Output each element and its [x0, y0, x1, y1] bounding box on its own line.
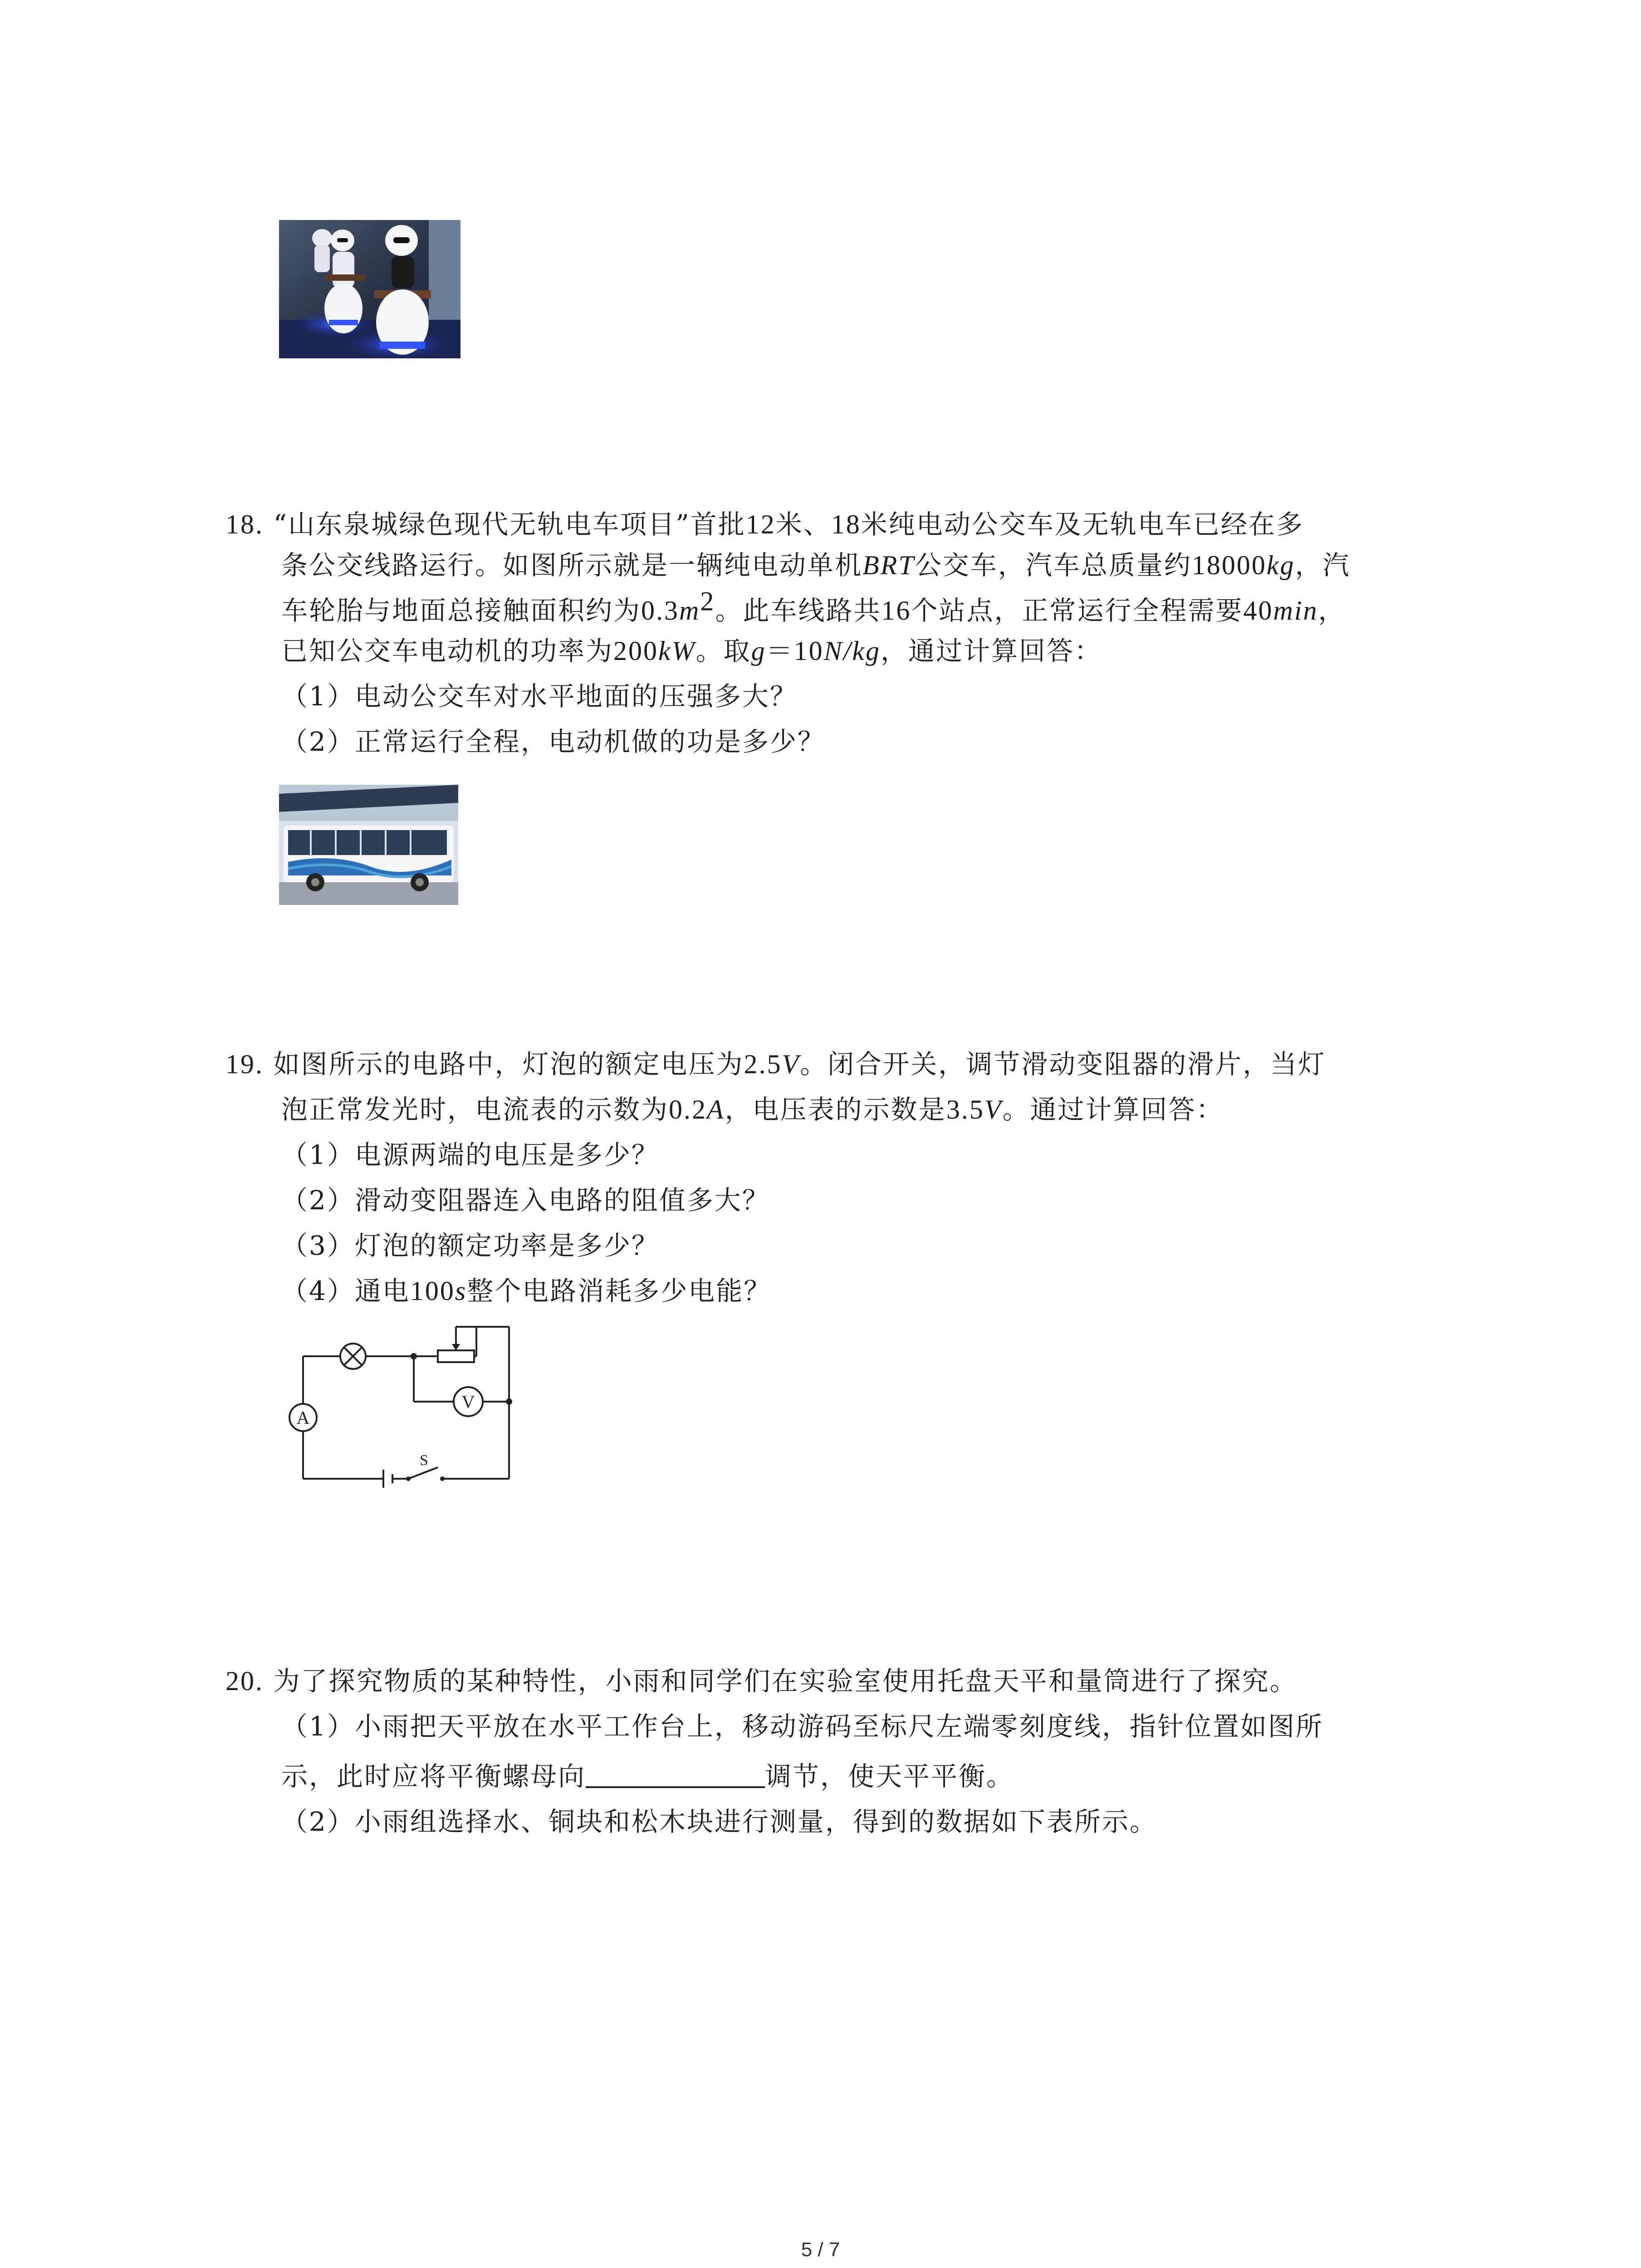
q19-number: 19.	[225, 1049, 264, 1079]
svg-text:A: A	[296, 1408, 310, 1428]
answer-blank[interactable]	[586, 1761, 765, 1788]
battery-icon	[383, 1470, 392, 1488]
q18-sub-2: （2）正常运行全程，电动机做的功是多少？	[281, 726, 825, 757]
svg-text:V: V	[461, 1392, 475, 1412]
q18-line-4: 已知公交车电动机的功率为200kW。取g＝10N/kg，通过计算回答：	[281, 635, 1102, 666]
q20-line-2: （1）小雨把天平放在水平工作台上，移动游码至标尺左端零刻度线，指针位置如图所	[281, 1711, 1323, 1742]
q19-sub-1: （1）电源两端的电压是多少？	[281, 1139, 659, 1170]
q18-line-2: 条公交线路运行。如图所示就是一辆纯电动单机BRT公交车，汽车总质量约18000kg，汽	[281, 550, 1351, 581]
q18-sub-1: （1）电动公交车对水平地面的压强多大？	[281, 681, 798, 712]
robot-waiters-photo	[279, 220, 460, 358]
electric-bus-photo	[279, 785, 458, 905]
q20-line-4: （2）小雨组选择水、铜块和松木块进行测量，得到的数据如下表所示。	[281, 1806, 1157, 1837]
q19-line-1: 19. 如图所示的电路中，灯泡的额定电压为2.5V。闭合开关，调节滑动变阻器的滑片，当灯	[225, 1049, 1326, 1080]
q18-line-1: 18. “山东泉城绿色现代无轨电车项目”首批12米、18米纯电动公交车及无轨电车已经在多	[225, 509, 1304, 540]
q19-line-2: 泡正常发光时，电流表的示数为0.2A，电压表的示数是3.5V。通过计算回答：	[281, 1094, 1224, 1125]
q19-sub-3: （3）灯泡的额定功率是多少？	[281, 1230, 659, 1261]
switch-icon	[406, 1452, 445, 1481]
q19-sub-2: （2）滑动变阻器连入电路的阻值多大？	[281, 1185, 770, 1216]
lamp-icon	[340, 1344, 366, 1369]
q20-number: 20.	[225, 1666, 264, 1696]
voltmeter-icon	[454, 1387, 483, 1416]
circuit-diagram	[281, 1318, 517, 1490]
q20-line-1: 20. 为了探究物质的某种特性，小雨和同学们在实验室使用托盘天平和量筒进行了探究。	[225, 1666, 1298, 1696]
ammeter-icon	[289, 1404, 317, 1431]
page-number: 5 / 7	[801, 2239, 840, 2261]
svg-text:S: S	[420, 1452, 428, 1469]
q18-line-3: 车轮胎与地面总接触面积约为$0.3m^2$。此车线路共16个站点，正常运行全程需要40min，	[281, 586, 1346, 626]
q19-sub-4: （4）通电100s整个电路消耗多少电能？	[281, 1276, 772, 1306]
q20-line-3: 示，此时应将平衡螺母向 调节，使天平平衡。	[281, 1761, 1014, 1792]
q18-number: 18.	[225, 509, 264, 539]
